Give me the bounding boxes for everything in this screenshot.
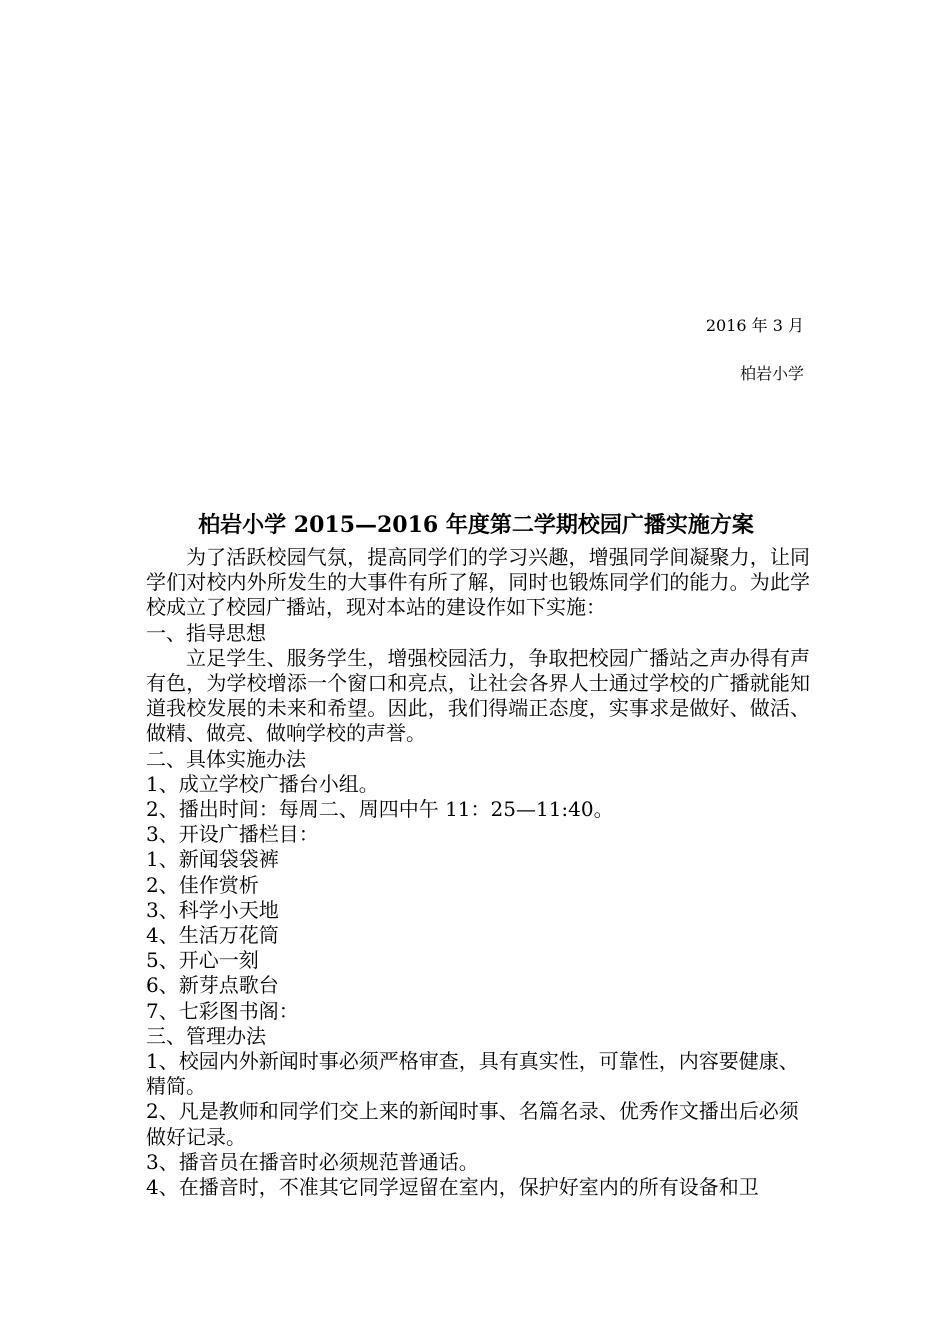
column-item: 2、佳作赏析: [146, 872, 259, 897]
section-3-heading: 三、管理办法: [146, 1023, 266, 1048]
column-item: 6、新芽点歌台: [146, 973, 279, 998]
list-item: 1、校园内外新闻时事必须严格审查，具有真实性，可靠性，内容要健康、精简。: [146, 1049, 799, 1099]
list-item: 2、播出时间：每周二、周四中午 11：25—11:40。: [146, 797, 614, 822]
list-item: 2、凡是教师和同学们交上来的新闻时事、名篇名录、优秀作文播出后必须做好记录。: [146, 1099, 799, 1149]
column-item: 7、七彩图书阁：: [146, 998, 299, 1023]
section-1-heading: 一、指导思想: [146, 620, 266, 645]
list-item: 4、在播音时，不准其它同学逗留在室内，保护好室内的所有设备和卫: [146, 1175, 759, 1200]
document-school: 柏岩小学: [739, 364, 804, 383]
document-body: [146, 545, 810, 1200]
column-item: 3、科学小天地: [146, 897, 279, 922]
list-item: 1、成立学校广播台小组。: [146, 771, 379, 796]
list-item: 3、开设广播栏目：: [146, 822, 319, 847]
column-item: 5、开心一刻: [146, 948, 259, 973]
section-1-paragraph: 立足学生、服务学生，增强校园活力，争取把校园广播站之声办得有声有色，为学校增添一个窗口和亮点，让社会各界人士通过学校的广播就能知道我校发展的未来和希望。因此，我们得端正态度，实事求是做好、做活、做精、做亮、做响学校的声誉。: [146, 645, 810, 746]
document-date: 2016 年 3 月: [705, 316, 804, 335]
list-item: 3、播音员在播音时必须规范普通话。: [146, 1149, 479, 1174]
column-item: 4、生活万花筒: [146, 923, 279, 948]
intro-paragraph: 为了活跃校园气氛，提高同学们的学习兴趣，增强同学间凝聚力，让同学们对校内外所发生的大事件有所了解，同时也锻炼同学们的能力。为此学校成立了校园广播站，现对本站的建设作如下实施：: [146, 545, 810, 620]
document-title: 柏岩小学 2015—2016 年度第二学期校园广播实施方案: [198, 512, 754, 538]
column-item: 1、新闻袋袋裤: [146, 847, 279, 872]
section-2-heading: 二、具体实施办法: [146, 746, 306, 771]
